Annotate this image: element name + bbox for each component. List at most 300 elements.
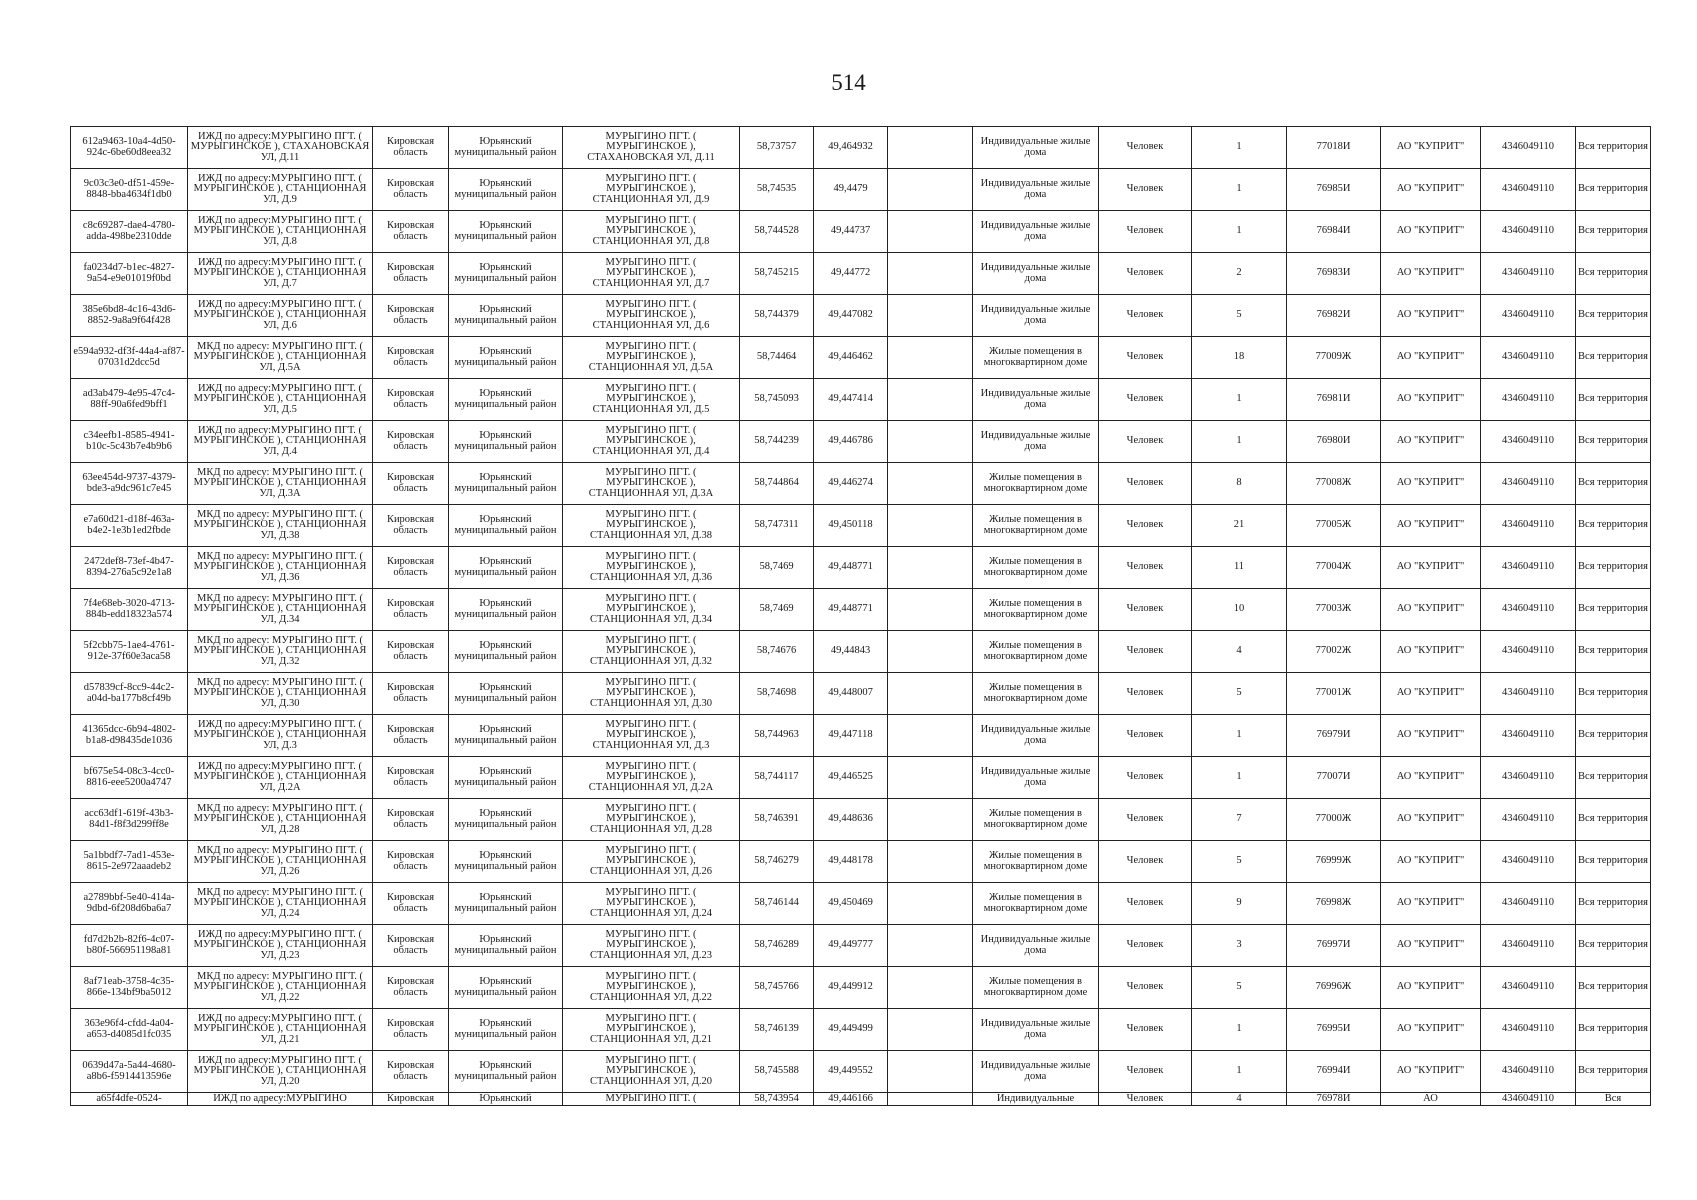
cell-empty [888, 295, 973, 337]
cell-object: ИЖД по адресу:МУРЫГИНО ПГТ. ( МУРЫГИНСКОЕ ), СТАНЦИОННАЯ УЛ, Д.23 [188, 925, 373, 967]
cell-address: МУРЫГИНО ПГТ. ( МУРЫГИНСКОЕ ), СТАНЦИОННАЯ УЛ, Д.36 [563, 547, 740, 589]
cell-object-text: ИЖД по адресу:МУРЫГИНО [213, 1093, 347, 1104]
cell-count: 5 [1192, 673, 1287, 715]
cell-inn: 4346049110 [1481, 715, 1576, 757]
cell-empty [888, 127, 973, 169]
cell-latitude: 58,746279 [740, 841, 814, 883]
cell-longitude: 49,44772 [814, 253, 888, 295]
cell-object: ИЖД по адресу:МУРЫГИНО ПГТ. ( МУРЫГИНСКОЕ ), СТАНЦИОННАЯ УЛ, Д.4 [188, 421, 373, 463]
cell-empty [888, 1093, 973, 1106]
cell-territory: Вся территория [1576, 589, 1651, 631]
cell-inn [1481, 1093, 1576, 1106]
cell-count: 1 [1192, 1009, 1287, 1051]
cell-district: Юрьянский муниципальный район [449, 925, 563, 967]
cell-inn: 4346049110 [1481, 799, 1576, 841]
cell-count: 1 [1192, 715, 1287, 757]
cell-empty [888, 883, 973, 925]
cell-code [1287, 1093, 1381, 1106]
cell-object: МКД по адресу: МУРЫГИНО ПГТ. ( МУРЫГИНСКОЕ ), СТАНЦИОННАЯ УЛ, Д.5А [188, 337, 373, 379]
cell-object: МКД по адресу: МУРЫГИНО ПГТ. ( МУРЫГИНСКОЕ ), СТАНЦИОННАЯ УЛ, Д.30 [188, 673, 373, 715]
cell-code: 76998Ж [1287, 883, 1381, 925]
cell-id: 8af71eab-3758-4c35-866e-134bf9ba5012 [71, 967, 188, 1009]
cell-latitude: 58,744239 [740, 421, 814, 463]
cell-id: ad3ab479-4e95-47c4-88ff-90a6fed9bff1 [71, 379, 188, 421]
cell-latitude: 58,745766 [740, 967, 814, 1009]
cell-inn: 4346049110 [1481, 379, 1576, 421]
cell-code: 77003Ж [1287, 589, 1381, 631]
cell-address: МУРЫГИНО ПГТ. ( МУРЫГИНСКОЕ ), СТАНЦИОННАЯ УЛ, Д.20 [563, 1051, 740, 1093]
cell-territory: Вся территория [1576, 505, 1651, 547]
cell-longitude: 49,449912 [814, 967, 888, 1009]
cell-inn: 4346049110 [1481, 1051, 1576, 1093]
cell-count [1192, 1093, 1287, 1106]
cell-object: ИЖД по адресу:МУРЫГИНО ПГТ. ( МУРЫГИНСКОЕ ), СТАНЦИОННАЯ УЛ, Д.6 [188, 295, 373, 337]
cell-empty [888, 1009, 973, 1051]
cell-object: МКД по адресу: МУРЫГИНО ПГТ. ( МУРЫГИНСКОЕ ), СТАНЦИОННАЯ УЛ, Д.32 [188, 631, 373, 673]
cell-count: 5 [1192, 295, 1287, 337]
cell-region [373, 1093, 449, 1106]
cell-id: 385e6bd8-4c16-43d6-8852-9a8a9f64f428 [71, 295, 188, 337]
cell-empty [888, 841, 973, 883]
cell-region: Кировская область [373, 799, 449, 841]
cell-object: ИЖД по адресу:МУРЫГИНО ПГТ. ( МУРЫГИНСКОЕ ), СТАНЦИОННАЯ УЛ, Д.7 [188, 253, 373, 295]
cell-inn: 4346049110 [1481, 883, 1576, 925]
cell-empty [888, 715, 973, 757]
cell-longitude: 49,446786 [814, 421, 888, 463]
cell-region: Кировская область [373, 337, 449, 379]
cell-organization: АО "КУПРИТ" [1381, 1009, 1481, 1051]
table-row-partial [71, 1093, 1651, 1106]
cell-region: Кировская область [373, 1009, 449, 1051]
cell-object: ИЖД по адресу:МУРЫГИНО ПГТ. ( МУРЫГИНСКОЕ ), СТАНЦИОННАЯ УЛ, Д.3 [188, 715, 373, 757]
cell-count: 11 [1192, 547, 1287, 589]
table-row [71, 295, 1651, 337]
cell-region: Кировская область [373, 715, 449, 757]
cell-unit: Человек [1099, 127, 1192, 169]
cell-category: Жилые помещения в многоквартирном доме [973, 505, 1099, 547]
table-row [71, 967, 1651, 1009]
cell-empty [888, 253, 973, 295]
cell-region: Кировская область [373, 463, 449, 505]
cell-region: Кировская область [373, 925, 449, 967]
cell-latitude: 58,74535 [740, 169, 814, 211]
cell-id: 0639d47a-5a44-4680-a8b6-f5914413596e [71, 1051, 188, 1093]
cell-id: c34eefb1-8585-4941-b10c-5c43b7e4b9b6 [71, 421, 188, 463]
cell-object: МКД по адресу: МУРЫГИНО ПГТ. ( МУРЫГИНСКОЕ ), СТАНЦИОННАЯ УЛ, Д.24 [188, 883, 373, 925]
cell-count-text: 4 [1236, 1093, 1242, 1104]
cell-unit: Человек [1099, 1009, 1192, 1051]
cell-category: Индивидуальные жилые дома [973, 379, 1099, 421]
cell-code: 77002Ж [1287, 631, 1381, 673]
cell-latitude: 58,74464 [740, 337, 814, 379]
cell-count: 21 [1192, 505, 1287, 547]
cell-region: Кировская область [373, 547, 449, 589]
cell-address: МУРЫГИНО ПГТ. ( МУРЫГИНСКОЕ ), СТАХАНОВСКАЯ УЛ, Д.11 [563, 127, 740, 169]
cell-empty [888, 799, 973, 841]
cell-address: МУРЫГИНО ПГТ. ( МУРЫГИНСКОЕ ), СТАНЦИОННАЯ УЛ, Д.4 [563, 421, 740, 463]
cell-code: 76980И [1287, 421, 1381, 463]
cell-district: Юрьянский муниципальный район [449, 379, 563, 421]
cell-code: 77018И [1287, 127, 1381, 169]
cell-object: МКД по адресу: МУРЫГИНО ПГТ. ( МУРЫГИНСКОЕ ), СТАНЦИОННАЯ УЛ, Д.38 [188, 505, 373, 547]
cell-inn: 4346049110 [1481, 127, 1576, 169]
table-row [71, 169, 1651, 211]
cell-code: 76985И [1287, 169, 1381, 211]
cell-unit: Человек [1099, 253, 1192, 295]
cell-unit: Человек [1099, 169, 1192, 211]
cell-longitude: 49,450469 [814, 883, 888, 925]
cell-region: Кировская область [373, 589, 449, 631]
cell-category: Индивидуальные жилые дома [973, 757, 1099, 799]
cell-code: 76997И [1287, 925, 1381, 967]
cell-empty [888, 589, 973, 631]
cell-id: acc63df1-619f-43b3-84d1-f8f3d299ff8e [71, 799, 188, 841]
cell-territory: Вся территория [1576, 463, 1651, 505]
cell-address: МУРЫГИНО ПГТ. ( МУРЫГИНСКОЕ ), СТАНЦИОННАЯ УЛ, Д.23 [563, 925, 740, 967]
cell-region-text: Кировская [386, 1093, 435, 1104]
cell-latitude: 58,746144 [740, 883, 814, 925]
cell-id-text: a65f4dfe-0524- [96, 1093, 162, 1104]
cell-district: Юрьянский муниципальный район [449, 127, 563, 169]
table-row [71, 211, 1651, 253]
table-row [71, 547, 1651, 589]
cell-empty [888, 505, 973, 547]
cell-inn: 4346049110 [1481, 463, 1576, 505]
cell-latitude: 58,744963 [740, 715, 814, 757]
table-row [71, 757, 1651, 799]
cell-latitude: 58,73757 [740, 127, 814, 169]
cell-count: 5 [1192, 841, 1287, 883]
cell-address: МУРЫГИНО ПГТ. ( МУРЫГИНСКОЕ ), СТАНЦИОННАЯ УЛ, Д.5 [563, 379, 740, 421]
cell-address [563, 1093, 740, 1106]
cell-territory: Вся территория [1576, 715, 1651, 757]
table-row [71, 883, 1651, 925]
cell-count: 1 [1192, 379, 1287, 421]
cell-empty [888, 169, 973, 211]
cell-id: c8c69287-dae4-4780-adda-498be2310dde [71, 211, 188, 253]
cell-territory: Вся территория [1576, 295, 1651, 337]
cell-district: Юрьянский муниципальный район [449, 631, 563, 673]
cell-id: fa0234d7-b1ec-4827-9a54-e9e01019f0bd [71, 253, 188, 295]
cell-organization: АО "КУПРИТ" [1381, 211, 1481, 253]
cell-organization: АО "КУПРИТ" [1381, 295, 1481, 337]
cell-code: 77008Ж [1287, 463, 1381, 505]
cell-organization: АО "КУПРИТ" [1381, 337, 1481, 379]
cell-empty [888, 463, 973, 505]
table-row [71, 589, 1651, 631]
cell-empty [888, 379, 973, 421]
cell-object [188, 1093, 373, 1106]
cell-district: Юрьянский муниципальный район [449, 211, 563, 253]
cell-category: Индивидуальные жилые дома [973, 1009, 1099, 1051]
cell-organization: АО "КУПРИТ" [1381, 1051, 1481, 1093]
cell-organization: АО "КУПРИТ" [1381, 253, 1481, 295]
cell-id: 9c03c3e0-df51-459e-8848-bba4634f1db0 [71, 169, 188, 211]
cell-unit: Человек [1099, 295, 1192, 337]
cell-code: 77009Ж [1287, 337, 1381, 379]
cell-district [449, 1093, 563, 1106]
cell-address: МУРЫГИНО ПГТ. ( МУРЫГИНСКОЕ ), СТАНЦИОННАЯ УЛ, Д.3 [563, 715, 740, 757]
table-row [71, 841, 1651, 883]
cell-unit: Человек [1099, 463, 1192, 505]
cell-longitude [814, 1093, 888, 1106]
cell-inn: 4346049110 [1481, 295, 1576, 337]
cell-region: Кировская область [373, 757, 449, 799]
table-row [71, 631, 1651, 673]
cell-district: Юрьянский муниципальный район [449, 673, 563, 715]
cell-category: Индивидуальные жилые дома [973, 421, 1099, 463]
cell-count: 18 [1192, 337, 1287, 379]
cell-organization: АО "КУПРИТ" [1381, 505, 1481, 547]
cell-id: 5a1bbdf7-7ad1-453e-8615-2e972aaadeb2 [71, 841, 188, 883]
cell-code: 76982И [1287, 295, 1381, 337]
cell-id: 41365dcc-6b94-4802-b1a8-d98435de1036 [71, 715, 188, 757]
cell-inn-text: 4346049110 [1501, 1093, 1555, 1104]
cell-count: 7 [1192, 799, 1287, 841]
cell-empty [888, 673, 973, 715]
cell-unit: Человек [1099, 211, 1192, 253]
cell-object: ИЖД по адресу:МУРЫГИНО ПГТ. ( МУРЫГИНСКОЕ ), СТАНЦИОННАЯ УЛ, Д.8 [188, 211, 373, 253]
cell-address: МУРЫГИНО ПГТ. ( МУРЫГИНСКОЕ ), СТАНЦИОННАЯ УЛ, Д.5А [563, 337, 740, 379]
cell-district: Юрьянский муниципальный район [449, 463, 563, 505]
cell-inn: 4346049110 [1481, 211, 1576, 253]
cell-unit: Человек [1099, 589, 1192, 631]
cell-territory: Вся территория [1576, 883, 1651, 925]
cell-address: МУРЫГИНО ПГТ. ( МУРЫГИНСКОЕ ), СТАНЦИОННАЯ УЛ, Д.6 [563, 295, 740, 337]
cell-organization: АО "КУПРИТ" [1381, 967, 1481, 1009]
table-row [71, 505, 1651, 547]
cell-id: a2789bbf-5e40-414a-9dbd-6f208d6ba6a7 [71, 883, 188, 925]
cell-longitude: 49,448636 [814, 799, 888, 841]
cell-longitude-text: 49,446166 [828, 1093, 873, 1104]
cell-latitude: 58,744117 [740, 757, 814, 799]
cell-territory [1576, 1093, 1651, 1106]
table-row [71, 925, 1651, 967]
cell-longitude: 49,450118 [814, 505, 888, 547]
cell-territory: Вся территория [1576, 127, 1651, 169]
cell-category: Индивидуальные жилые дома [973, 127, 1099, 169]
cell-unit: Человек [1099, 715, 1192, 757]
cell-code: 76979И [1287, 715, 1381, 757]
cell-id: fd7d2b2b-82f6-4c07-b80f-566951198a81 [71, 925, 188, 967]
cell-id: e594a932-df3f-44a4-af87-07031d2dcc5d [71, 337, 188, 379]
cell-count: 9 [1192, 883, 1287, 925]
cell-organization: АО "КУПРИТ" [1381, 631, 1481, 673]
cell-code: 77001Ж [1287, 673, 1381, 715]
cell-count: 8 [1192, 463, 1287, 505]
cell-latitude: 58,746289 [740, 925, 814, 967]
cell-territory-text: Вся [1604, 1093, 1622, 1104]
cell-organization: АО "КУПРИТ" [1381, 799, 1481, 841]
cell-count: 1 [1192, 211, 1287, 253]
cell-organization: АО "КУПРИТ" [1381, 127, 1481, 169]
cell-category: Жилые помещения в многоквартирном доме [973, 799, 1099, 841]
cell-category: Жилые помещения в многоквартирном доме [973, 883, 1099, 925]
cell-count: 10 [1192, 589, 1287, 631]
cell-latitude: 58,745588 [740, 1051, 814, 1093]
cell-id: 63ee454d-9737-4379-bde3-a9dc961c7e45 [71, 463, 188, 505]
cell-category: Жилые помещения в многоквартирном доме [973, 631, 1099, 673]
cell-region: Кировская область [373, 673, 449, 715]
cell-address: МУРЫГИНО ПГТ. ( МУРЫГИНСКОЕ ), СТАНЦИОННАЯ УЛ, Д.8 [563, 211, 740, 253]
cell-latitude: 58,7469 [740, 589, 814, 631]
cell-count: 1 [1192, 127, 1287, 169]
cell-organization: АО "КУПРИТ" [1381, 169, 1481, 211]
cell-latitude: 58,74698 [740, 673, 814, 715]
cell-category: Жилые помещения в многоквартирном доме [973, 967, 1099, 1009]
cell-longitude: 49,44737 [814, 211, 888, 253]
cell-latitude: 58,746139 [740, 1009, 814, 1051]
cell-longitude: 49,447118 [814, 715, 888, 757]
cell-address: МУРЫГИНО ПГТ. ( МУРЫГИНСКОЕ ), СТАНЦИОННАЯ УЛ, Д.21 [563, 1009, 740, 1051]
cell-territory: Вся территория [1576, 421, 1651, 463]
cell-longitude: 49,44843 [814, 631, 888, 673]
cell-code: 76999Ж [1287, 841, 1381, 883]
cell-category: Жилые помещения в многоквартирном доме [973, 841, 1099, 883]
cell-unit: Человек [1099, 757, 1192, 799]
cell-address: МУРЫГИНО ПГТ. ( МУРЫГИНСКОЕ ), СТАНЦИОННАЯ УЛ, Д.28 [563, 799, 740, 841]
cell-address: МУРЫГИНО ПГТ. ( МУРЫГИНСКОЕ ), СТАНЦИОННАЯ УЛ, Д.2А [563, 757, 740, 799]
cell-organization: АО "КУПРИТ" [1381, 673, 1481, 715]
cell-district: Юрьянский муниципальный район [449, 757, 563, 799]
cell-id: 5f2cbb75-1ae4-4761-912e-37f60e3aca58 [71, 631, 188, 673]
cell-latitude: 58,744528 [740, 211, 814, 253]
cell-longitude: 49,448771 [814, 589, 888, 631]
cell-inn: 4346049110 [1481, 925, 1576, 967]
cell-district: Юрьянский муниципальный район [449, 883, 563, 925]
cell-latitude: 58,747311 [740, 505, 814, 547]
table-row [71, 379, 1651, 421]
cell-territory: Вся территория [1576, 841, 1651, 883]
cell-longitude: 49,449552 [814, 1051, 888, 1093]
cell-count: 1 [1192, 421, 1287, 463]
cell-unit: Человек [1099, 421, 1192, 463]
cell-region: Кировская область [373, 295, 449, 337]
table-row [71, 715, 1651, 757]
cell-unit: Человек [1099, 967, 1192, 1009]
cell-territory: Вся территория [1576, 169, 1651, 211]
cell-address: МУРЫГИНО ПГТ. ( МУРЫГИНСКОЕ ), СТАНЦИОННАЯ УЛ, Д.3А [563, 463, 740, 505]
cell-longitude: 49,4479 [814, 169, 888, 211]
cell-empty [888, 421, 973, 463]
cell-district-text: Юрьянский [479, 1093, 532, 1104]
cell-district: Юрьянский муниципальный район [449, 1051, 563, 1093]
cell-organization: АО "КУПРИТ" [1381, 421, 1481, 463]
cell-region: Кировская область [373, 421, 449, 463]
cell-object: ИЖД по адресу:МУРЫГИНО ПГТ. ( МУРЫГИНСКОЕ ), СТАНЦИОННАЯ УЛ, Д.9 [188, 169, 373, 211]
cell-count: 3 [1192, 925, 1287, 967]
cell-inn: 4346049110 [1481, 421, 1576, 463]
cell-region: Кировская область [373, 253, 449, 295]
cell-region: Кировская область [373, 169, 449, 211]
cell-id: 2472def8-73ef-4b47-8394-276a5c92e1a8 [71, 547, 188, 589]
cell-inn: 4346049110 [1481, 169, 1576, 211]
cell-code: 77007И [1287, 757, 1381, 799]
cell-longitude: 49,446274 [814, 463, 888, 505]
table-row [71, 673, 1651, 715]
cell-category: Индивидуальные жилые дома [973, 715, 1099, 757]
cell-latitude: 58,744379 [740, 295, 814, 337]
cell-region: Кировская область [373, 127, 449, 169]
cell-category-text: Индивидуальные [996, 1093, 1075, 1104]
cell-object: ИЖД по адресу:МУРЫГИНО ПГТ. ( МУРЫГИНСКОЕ ), СТАНЦИОННАЯ УЛ, Д.20 [188, 1051, 373, 1093]
registry-table [70, 126, 1651, 1106]
table-row [71, 1051, 1651, 1093]
cell-address: МУРЫГИНО ПГТ. ( МУРЫГИНСКОЕ ), СТАНЦИОННАЯ УЛ, Д.38 [563, 505, 740, 547]
cell-code: 77000Ж [1287, 799, 1381, 841]
cell-organization [1381, 1093, 1481, 1106]
cell-organization: АО "КУПРИТ" [1381, 841, 1481, 883]
cell-address-text: МУРЫГИНО ПГТ. ( [605, 1093, 697, 1104]
cell-empty [888, 337, 973, 379]
cell-object: МКД по адресу: МУРЫГИНО ПГТ. ( МУРЫГИНСКОЕ ), СТАНЦИОННАЯ УЛ, Д.36 [188, 547, 373, 589]
cell-code: 76994И [1287, 1051, 1381, 1093]
table-row [71, 799, 1651, 841]
cell-unit: Человек [1099, 841, 1192, 883]
cell-inn: 4346049110 [1481, 589, 1576, 631]
cell-longitude: 49,449777 [814, 925, 888, 967]
cell-organization: АО "КУПРИТ" [1381, 589, 1481, 631]
cell-latitude-text: 58,743954 [754, 1093, 799, 1104]
cell-count: 1 [1192, 757, 1287, 799]
cell-latitude: 58,74676 [740, 631, 814, 673]
cell-longitude: 49,464932 [814, 127, 888, 169]
cell-region: Кировская область [373, 967, 449, 1009]
cell-inn: 4346049110 [1481, 967, 1576, 1009]
cell-object: МКД по адресу: МУРЫГИНО ПГТ. ( МУРЫГИНСКОЕ ), СТАНЦИОННАЯ УЛ, Д.34 [188, 589, 373, 631]
cell-empty [888, 211, 973, 253]
cell-empty [888, 547, 973, 589]
cell-category [973, 1093, 1099, 1106]
cell-unit: Человек [1099, 379, 1192, 421]
cell-unit: Человек [1099, 673, 1192, 715]
cell-district: Юрьянский муниципальный район [449, 1009, 563, 1051]
cell-organization: АО "КУПРИТ" [1381, 463, 1481, 505]
cell-territory: Вся территория [1576, 379, 1651, 421]
cell-inn: 4346049110 [1481, 673, 1576, 715]
cell-inn: 4346049110 [1481, 253, 1576, 295]
cell-latitude: 58,745093 [740, 379, 814, 421]
cell-empty [888, 631, 973, 673]
cell-code: 76983И [1287, 253, 1381, 295]
cell-inn: 4346049110 [1481, 337, 1576, 379]
cell-empty [888, 925, 973, 967]
cell-id: bf675e54-08c3-4cc0-8816-eee5200a4747 [71, 757, 188, 799]
cell-unit: Человек [1099, 505, 1192, 547]
table-row [71, 337, 1651, 379]
cell-count: 2 [1192, 253, 1287, 295]
cell-inn: 4346049110 [1481, 505, 1576, 547]
cell-territory: Вся территория [1576, 631, 1651, 673]
cell-longitude: 49,448007 [814, 673, 888, 715]
cell-address: МУРЫГИНО ПГТ. ( МУРЫГИНСКОЕ ), СТАНЦИОННАЯ УЛ, Д.22 [563, 967, 740, 1009]
cell-region: Кировская область [373, 883, 449, 925]
cell-organization-text: АО [1423, 1093, 1438, 1104]
cell-longitude: 49,446462 [814, 337, 888, 379]
cell-organization: АО "КУПРИТ" [1381, 715, 1481, 757]
cell-category: Жилые помещения в многоквартирном доме [973, 463, 1099, 505]
cell-category: Жилые помещения в многоквартирном доме [973, 673, 1099, 715]
cell-category: Индивидуальные жилые дома [973, 1051, 1099, 1093]
cell-district: Юрьянский муниципальный район [449, 337, 563, 379]
cell-category: Индивидуальные жилые дома [973, 253, 1099, 295]
cell-object: ИЖД по адресу:МУРЫГИНО ПГТ. ( МУРЫГИНСКОЕ ), СТАХАНОВСКАЯ УЛ, Д.11 [188, 127, 373, 169]
cell-region: Кировская область [373, 211, 449, 253]
cell-count: 4 [1192, 631, 1287, 673]
cell-unit: Человек [1099, 547, 1192, 589]
cell-object: МКД по адресу: МУРЫГИНО ПГТ. ( МУРЫГИНСКОЕ ), СТАНЦИОННАЯ УЛ, Д.26 [188, 841, 373, 883]
cell-territory: Вся территория [1576, 799, 1651, 841]
